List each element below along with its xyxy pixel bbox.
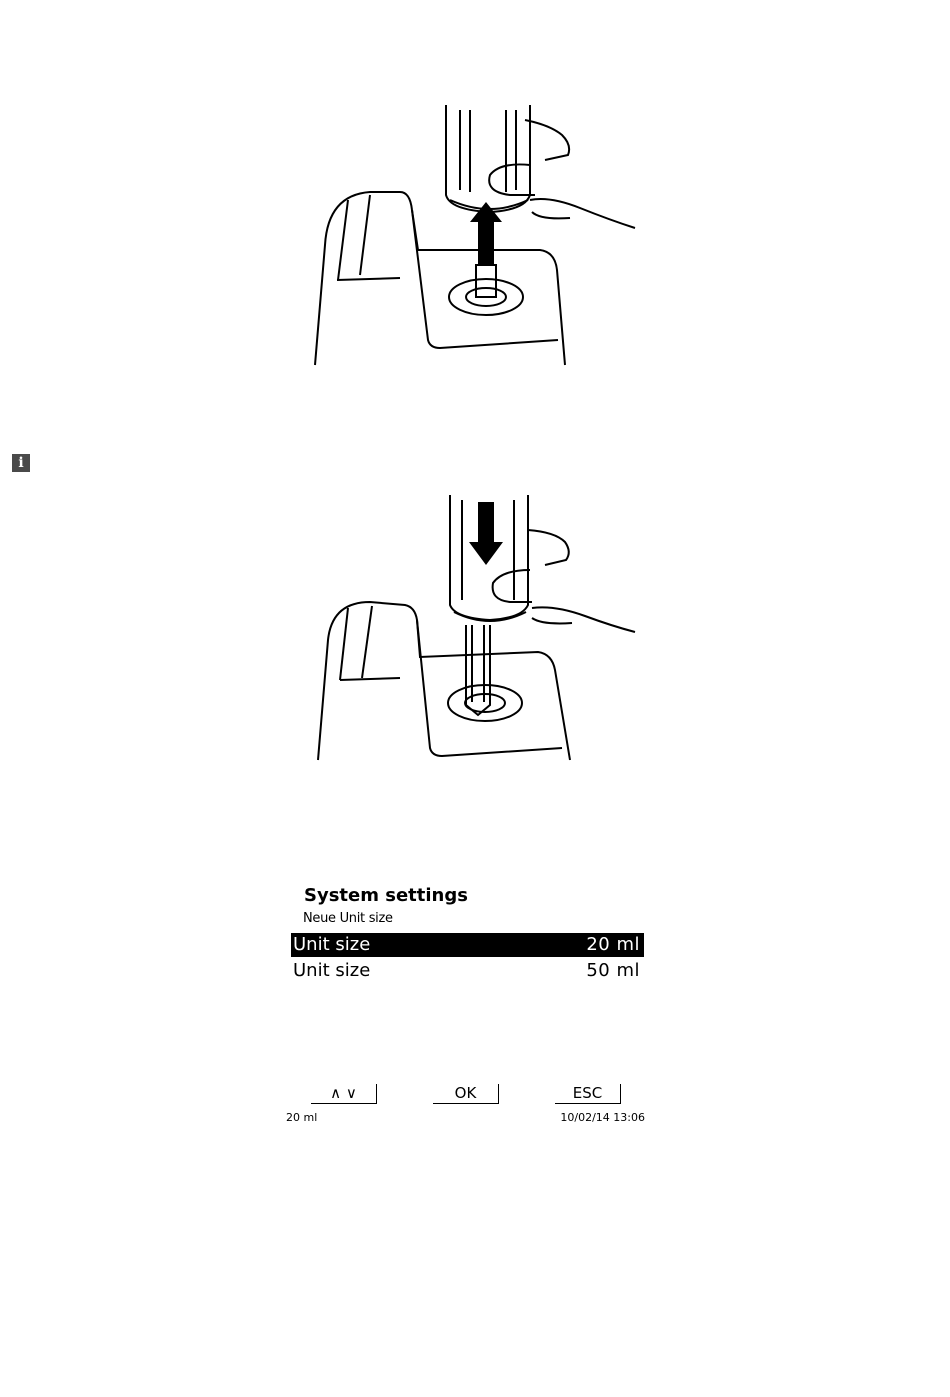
option-label: Unit size	[293, 960, 371, 981]
screen-subtitle: Neue Unit size	[303, 911, 393, 926]
ok-softkey[interactable]: OK	[433, 1084, 499, 1104]
option-value: 20 ml	[586, 934, 640, 955]
illustration-remove-unit	[300, 100, 645, 375]
esc-softkey[interactable]: ESC	[555, 1084, 621, 1104]
insert-unit-drawing	[300, 490, 645, 765]
unit-size-option-50[interactable]	[291, 959, 644, 983]
status-datetime: 10/02/14 13:06	[560, 1111, 645, 1124]
illustration-insert-unit	[300, 490, 645, 765]
unit-size-option-20[interactable]	[291, 933, 644, 957]
screen-title: System settings	[304, 885, 468, 906]
remove-unit-drawing	[300, 100, 645, 375]
option-label: Unit size	[293, 934, 371, 955]
device-screen	[283, 880, 653, 1130]
option-value: 50 ml	[586, 960, 640, 981]
status-unit-size: 20 ml	[286, 1111, 318, 1124]
info-icon: i	[12, 454, 30, 472]
up-down-softkey[interactable]: ∧ ∨	[311, 1084, 377, 1104]
